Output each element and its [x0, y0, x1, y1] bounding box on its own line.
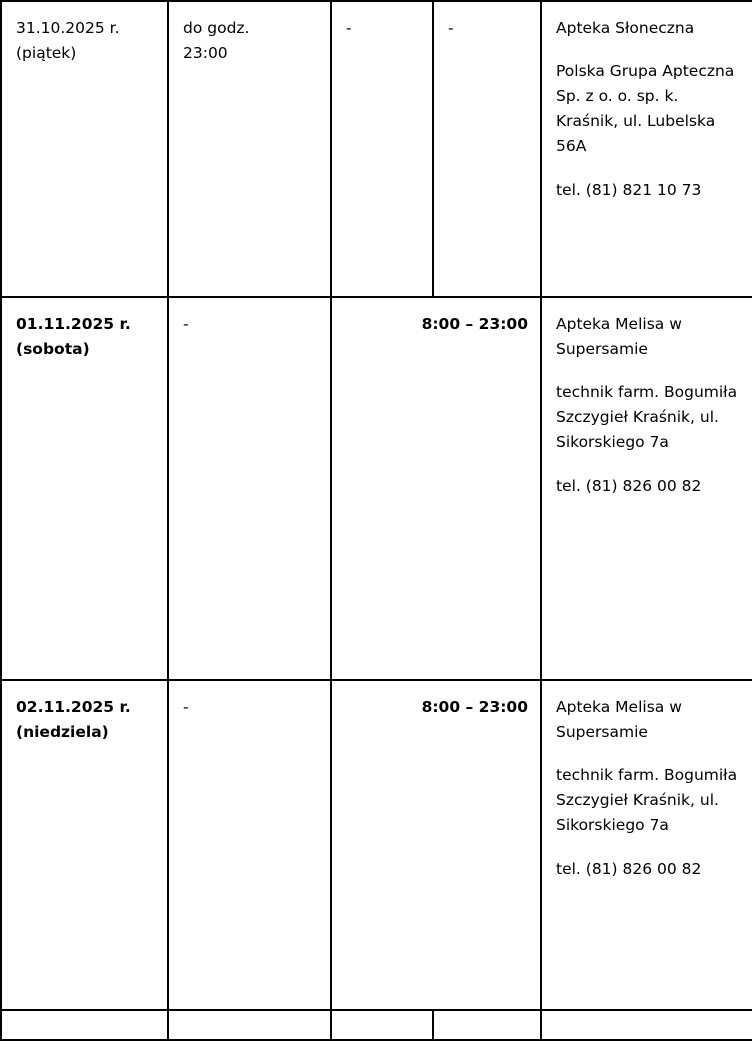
cell-date — [1, 1, 168, 297]
pharmacy-name: Apteka Słoneczna — [556, 19, 695, 37]
table-row-partial — [1, 1010, 752, 1040]
pharmacy-phone: tel. (81) 821 10 73 — [556, 180, 702, 199]
cell-day-hours: - — [331, 1, 433, 297]
cell-night-duty — [168, 1, 331, 297]
night-duty-line1: do godz. — [183, 19, 250, 37]
date-line-primary: 01.11.2025 r. — [16, 315, 131, 333]
pharmacy-phone: tel. (81) 826 00 82 — [556, 859, 702, 878]
pharmacy-owner: Polska Grupa Apteczna Sp. z o. o. sp. k. Kraśnik, ul. Lubelska 56A — [556, 62, 735, 156]
cell-date — [1, 680, 168, 1010]
date-line-weekday: (sobota) — [16, 340, 90, 359]
date-line-primary: 31.10.2025 r. — [16, 19, 120, 37]
night-duty-line2: 23:00 — [183, 44, 228, 63]
cell-night-duty — [168, 1010, 331, 1040]
pharmacy-owner: technik farm. Bogumiła Szczygieł Kraśnik, ul. Sikorskiego 7a — [556, 766, 738, 835]
pharmacy-name: Apteka Melisa w Supersamie — [556, 315, 682, 359]
table-row — [1, 680, 752, 1010]
date-line-weekday: (piątek) — [16, 44, 77, 63]
cell-pharmacy — [541, 1010, 752, 1040]
table-row — [1, 297, 752, 680]
date-line-primary: 02.11.2025 r. — [16, 698, 131, 716]
cell-night-duty: - — [168, 680, 331, 1010]
cell-extra: - — [433, 1, 541, 297]
cell-day-hours — [331, 1010, 433, 1040]
cell-night-duty: - — [168, 297, 331, 680]
pharmacy-name: Apteka Melisa w Supersamie — [556, 698, 682, 742]
cell-pharmacy — [541, 1, 752, 297]
cell-pharmacy — [541, 680, 752, 1010]
cell-day-hours: 8:00 – 23:00 — [331, 680, 541, 1010]
cell-day-hours: 8:00 – 23:00 — [331, 297, 541, 680]
cell-pharmacy — [541, 297, 752, 680]
pharmacy-phone: tel. (81) 826 00 82 — [556, 476, 702, 495]
table-row — [1, 1, 752, 297]
cell-date — [1, 1010, 168, 1040]
date-line-weekday: (niedziela) — [16, 723, 109, 742]
cell-date — [1, 297, 168, 680]
cell-extra — [433, 1010, 541, 1040]
pharmacy-owner: technik farm. Bogumiła Szczygieł Kraśnik, ul. Sikorskiego 7a — [556, 383, 738, 452]
